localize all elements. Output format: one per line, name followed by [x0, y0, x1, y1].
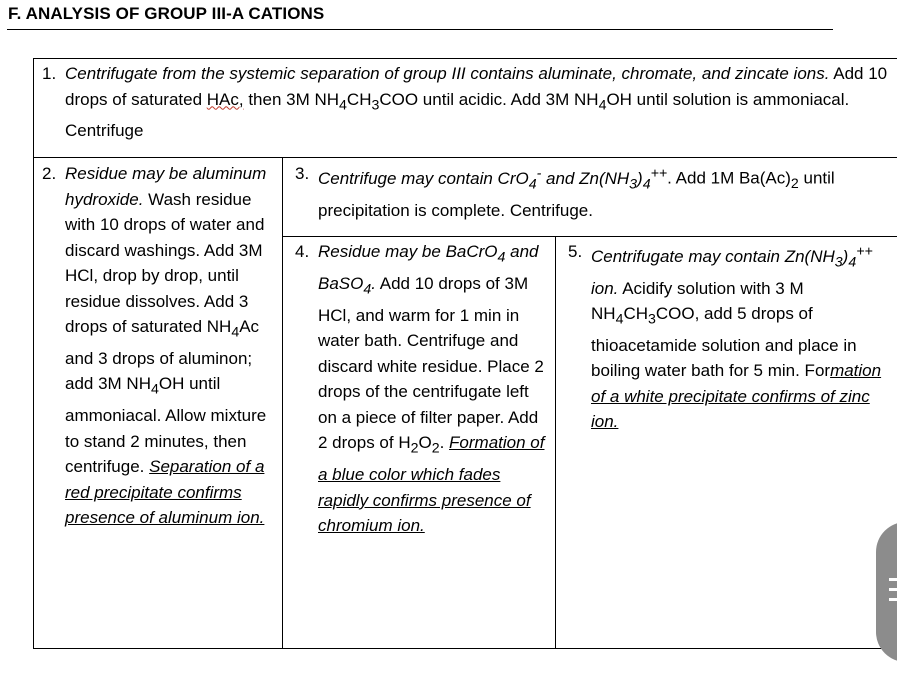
- table-column-divider-2: [555, 236, 556, 648]
- step-2-conclusion: Separation of a red precipitate confirms presence of aluminum ion.: [65, 457, 265, 528]
- step-5-cell: [568, 239, 897, 435]
- heading-underline: [7, 29, 833, 30]
- step-2-cell: [42, 161, 272, 531]
- table-row-divider: [33, 157, 897, 158]
- step-4-text: Residue may be BaCrO$_4$ and BaSO$_4$. Add 10 drops of 3M HCl, and warm for 1 min in water bath. Centrifuge and discard white residue. Place 2 drops of the centrifugate left on a piece of filter paper. Add 2 drops of $H_2O_2$. Formation of a blue color which fades rapidly confirms presence of chromium ion.: [318, 242, 545, 536]
- step-number: 1.: [42, 64, 57, 83]
- handle-grip-icon: [889, 578, 897, 581]
- table-cell-divider: [282, 236, 897, 237]
- step-5-text: Centrifugate may contain $Zn(NH_3)_4^{++}$ ion. Acidify solution with 3 M $NH_4CH_3COO$, add 5 drops of thioacetamide solution and place in boiling water bath for 5 min. Formation of a white precipitate confirms of zinc ion.: [591, 243, 882, 432]
- side-panel-handle[interactable]: [876, 522, 897, 662]
- hac-spellcheck: HAc,: [206, 89, 244, 109]
- step-1-text: Centrifugate from the systemic separation of group III contains aluminate, chromate, and zincate ions. Add 10 drops of saturated HAc, then 3M $NH_4CH_3COO$ until acidic. Add 3M $NH_4OH$ until solution is ammoniacal. Centrifuge: [65, 64, 888, 141]
- step-number: 4.: [295, 242, 310, 261]
- step-2-text: Residue may be aluminum hydroxide. Wash residue with 10 drops of water and discard washings. Add 3M HCl, drop by drop, until residue dissolves. Add 3 drops of saturated $NH_4Ac$ and 3 drops of aluminon; add 3M $NH_4OH$ until ammoniacal. Allow mixture to stand 2 minutes, then centrifuge. Separation of a red precipitate confirms presence of aluminum ion.: [65, 164, 267, 528]
- step-3-cell: [295, 161, 897, 223]
- step-number: 3.: [295, 164, 310, 183]
- table-border-bottom: [33, 648, 897, 649]
- step-1-cell: [42, 61, 897, 144]
- table-column-divider-1: [282, 157, 283, 648]
- step-4-cell: [295, 239, 550, 539]
- step-5-conclusion: mation of a white precipitate confirms of zinc ion.: [591, 361, 882, 432]
- step-number: 5.: [568, 242, 583, 261]
- step-4-conclusion: Formation of a blue color which fades rapidly confirms presence of chromium ion.: [318, 433, 545, 536]
- section-heading: F. ANALYSIS OF GROUP III-A CATIONS: [8, 4, 325, 23]
- table-border-left: [33, 58, 34, 649]
- handle-grip-icon: [889, 598, 897, 601]
- table-border-top: [33, 58, 897, 59]
- handle-grip-icon: [889, 588, 897, 591]
- step-number: 2.: [42, 164, 57, 183]
- step-3-text: Centrifuge may contain CrO$_4$- and $Zn(NH_3)_4^{++}$. Add 1M $Ba(Ac)_2$ until precipitation is complete. Centrifuge.: [318, 165, 835, 220]
